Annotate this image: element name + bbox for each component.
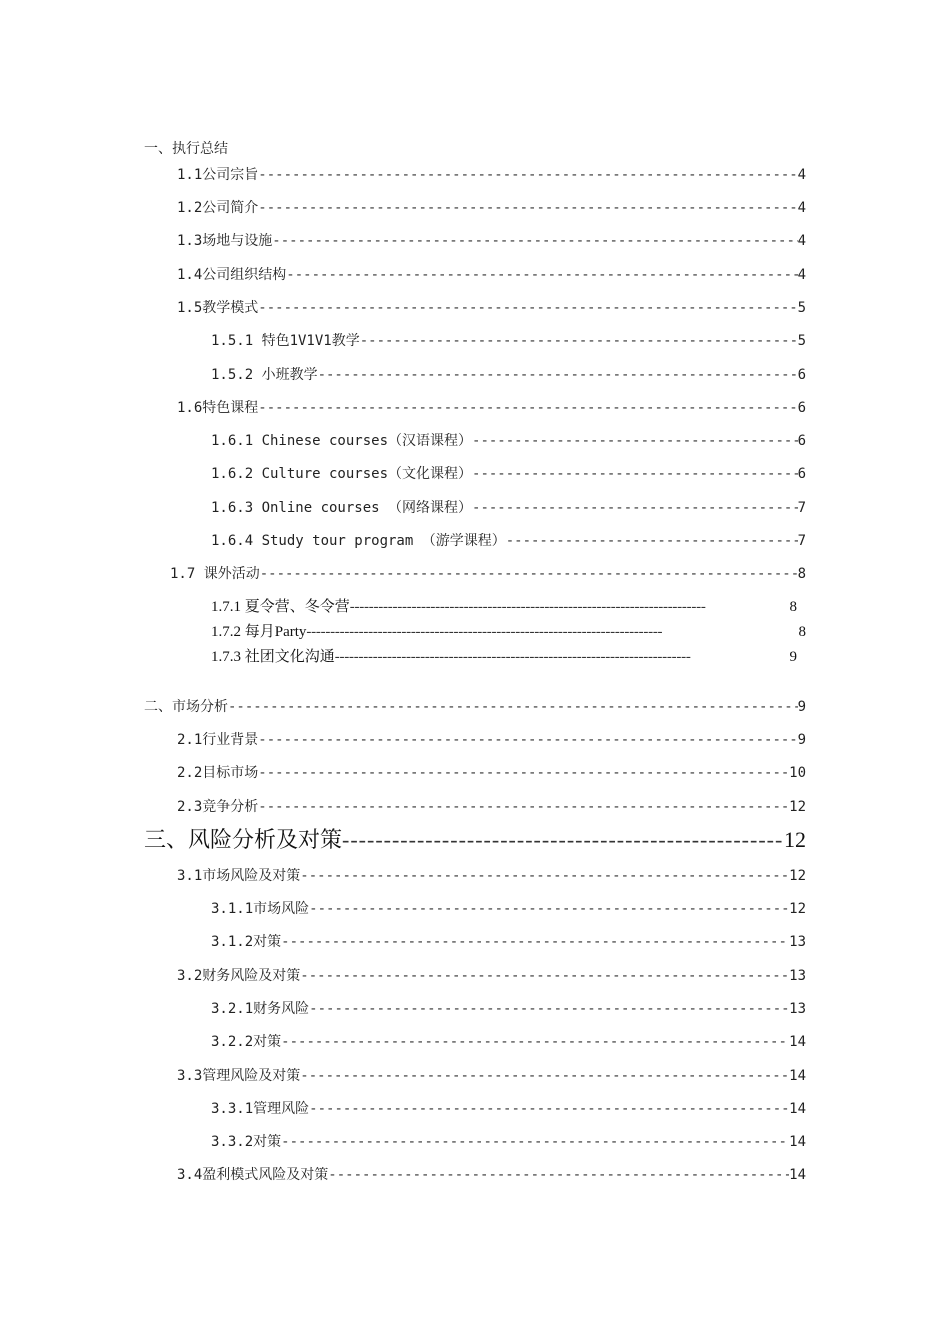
toc-page-number: 13 [789, 934, 806, 950]
toc-page-number: 8 [798, 624, 806, 640]
toc-entry-1-2[interactable] [177, 197, 806, 219]
toc-page-number: 4 [797, 167, 806, 183]
toc-leader [472, 463, 798, 485]
toc-entry-2-2[interactable] [177, 762, 806, 784]
toc-page-number: 7 [797, 500, 806, 516]
toc-leader [258, 729, 797, 751]
toc-page-number: 8 [797, 566, 806, 582]
toc-page-number: 12 [789, 868, 806, 884]
toc-entry-label: 1.5.2 小班教学 [211, 367, 318, 383]
toc-leader [350, 596, 790, 618]
toc-leader [472, 430, 798, 452]
toc-page-number: 12 [789, 901, 806, 917]
toc-entry-label: 3.3管理风险及对策 [177, 1068, 301, 1084]
toc-entry-label: 1.6.3 Online courses （网络课程） [211, 500, 473, 516]
toc-page-number: 6 [797, 466, 806, 482]
toc-leader [506, 530, 798, 552]
toc-leader [258, 762, 789, 784]
toc-leader [318, 364, 798, 386]
toc-leader [300, 865, 789, 887]
toc-entry-1-5-1[interactable] [211, 330, 806, 352]
toc-entry-label: 3.4盈利模式风险及对策 [177, 1167, 329, 1183]
toc-page-number: 13 [789, 1001, 806, 1017]
toc-entry-label: 1.6特色课程 [177, 400, 259, 416]
toc-page-number: 4 [797, 267, 806, 283]
toc-entry-1-6[interactable] [177, 397, 806, 419]
toc-entry-1-5[interactable] [177, 297, 806, 319]
toc-page-number: 5 [797, 333, 806, 349]
toc-entry-1-7[interactable] [170, 563, 806, 585]
toc-page-number: 9 [797, 732, 806, 748]
toc-page-number: 12 [784, 827, 806, 852]
toc-page-number: 14 [789, 1034, 806, 1050]
toc-entry-3-1[interactable] [177, 865, 806, 887]
toc-entry-label: 1.4公司组织结构 [177, 267, 287, 283]
toc-entry-1-1[interactable] [177, 164, 806, 186]
toc-entry-label: 1.7.1 夏令营、冬令营 [211, 599, 350, 615]
toc-entry-label: 1.6.2 Culture courses（文化课程） [211, 466, 473, 482]
toc-entry-1-6-1[interactable] [211, 430, 806, 452]
toc-entry-3-3[interactable] [177, 1065, 806, 1087]
toc-leader [228, 696, 798, 718]
toc-entry-label: 1.2公司简介 [177, 200, 259, 216]
toc-leader [360, 330, 798, 352]
toc-page-number: 7 [797, 533, 806, 549]
toc-entry-label: 1.7 课外活动 [170, 566, 260, 582]
toc-page-number: 9 [797, 699, 806, 715]
toc-leader [328, 1164, 789, 1186]
toc-entry-3-2-1[interactable] [211, 998, 806, 1020]
toc-entry-label: 1.7.2 每月Party [211, 624, 307, 640]
toc-page-number: 14 [789, 1101, 806, 1117]
toc-page-number: 10 [789, 765, 806, 781]
toc-entry-3-1-1[interactable] [211, 898, 806, 920]
toc-entry-1-3[interactable] [177, 230, 806, 252]
toc-entry-label: 三、风险分析及对策 [144, 827, 343, 852]
toc-heading-2[interactable] [144, 696, 806, 718]
toc-leader [258, 164, 797, 186]
toc-entry-label: 1.1公司宗旨 [177, 167, 259, 183]
toc-entry-1-7-3[interactable] [211, 646, 797, 668]
toc-leader [281, 1131, 789, 1153]
toc-leader [309, 898, 789, 920]
toc-leader [309, 1098, 789, 1120]
toc-leader [260, 563, 798, 585]
toc-page-number: 4 [797, 200, 806, 216]
toc-heading-3[interactable] [144, 825, 806, 855]
toc-leader [472, 497, 798, 519]
toc-entry-label: 3.3.2对策 [211, 1134, 282, 1150]
toc-entry-3-3-2[interactable] [211, 1131, 806, 1153]
toc-page-number: 6 [797, 433, 806, 449]
toc-leader [300, 965, 789, 987]
toc-leader [335, 646, 790, 668]
toc-leader [300, 1065, 789, 1087]
toc-entry-label: 3.1市场风险及对策 [177, 868, 301, 884]
toc-page-number: 4 [797, 233, 806, 249]
toc-entry-1-4[interactable] [177, 264, 806, 286]
toc-entry-3-2[interactable] [177, 965, 806, 987]
toc-entry-label: 3.1.2对策 [211, 934, 282, 950]
toc-entry-1-7-2[interactable] [211, 621, 806, 643]
toc-entry-label: 3.1.1市场风险 [211, 901, 310, 917]
toc-entry-3-1-2[interactable] [211, 931, 806, 953]
toc-entry-label: 1.6.1 Chinese courses（汉语课程） [211, 433, 473, 449]
toc-leader [272, 230, 797, 252]
toc-leader [258, 397, 797, 419]
toc-page-number: 6 [797, 367, 806, 383]
toc-leader [286, 264, 797, 286]
toc-entry-1-7-1[interactable] [211, 596, 797, 618]
toc-entry-3-2-2[interactable] [211, 1031, 806, 1053]
toc-page-number: 14 [789, 1068, 806, 1084]
toc-entry-1-6-4[interactable] [211, 530, 806, 552]
toc-entry-label: 3.3.1管理风险 [211, 1101, 310, 1117]
toc-page-number: 6 [797, 400, 806, 416]
toc-entry-label: 1.3场地与设施 [177, 233, 273, 249]
toc-entry-label: 1.7.3 社团文化沟通 [211, 649, 335, 665]
toc-leader [258, 197, 797, 219]
toc-entry-1-6-2[interactable] [211, 463, 806, 485]
toc-entry-1-6-3[interactable] [211, 497, 806, 519]
toc-leader [258, 297, 797, 319]
toc-page-number: 12 [789, 799, 806, 815]
toc-entry-2-1[interactable] [177, 729, 806, 751]
toc-page-number: 13 [789, 968, 806, 984]
toc-entry-label: 1.5教学模式 [177, 300, 259, 316]
toc-entry-3-3-1[interactable] [211, 1098, 806, 1120]
toc-entry-label: 二、市场分析 [144, 699, 228, 715]
toc-page-number: 14 [789, 1134, 806, 1150]
toc-page-number: 5 [797, 300, 806, 316]
toc-entry-3-4[interactable] [177, 1164, 806, 1186]
toc-heading-1: 一、执行总结 [144, 141, 228, 157]
toc-entry-2-3[interactable] [177, 796, 806, 818]
toc-page-number: 9 [789, 649, 797, 665]
toc-leader [306, 621, 798, 643]
toc-leader [281, 1031, 789, 1053]
toc-entry-1-5-2[interactable] [211, 364, 806, 386]
toc-entry-label: 1.6.4 Study tour program （游学课程） [211, 533, 506, 549]
toc-leader [309, 998, 789, 1020]
toc-entry-label: 3.2.2对策 [211, 1034, 282, 1050]
toc-entry-label: 3.2.1财务风险 [211, 1001, 310, 1017]
toc-page-number: 14 [789, 1167, 806, 1183]
toc-page-number: 8 [789, 599, 797, 615]
toc-leader [342, 825, 784, 855]
toc-entry-label: 2.3竞争分析 [177, 799, 259, 815]
toc-entry-label: 2.2目标市场 [177, 765, 259, 781]
toc-entry-label: 3.2财务风险及对策 [177, 968, 301, 984]
toc-leader [281, 931, 789, 953]
toc-entry-label: 1.5.1 特色1V1V1教学 [211, 333, 360, 349]
toc-leader [258, 796, 789, 818]
toc-entry-label: 2.1行业背景 [177, 732, 259, 748]
